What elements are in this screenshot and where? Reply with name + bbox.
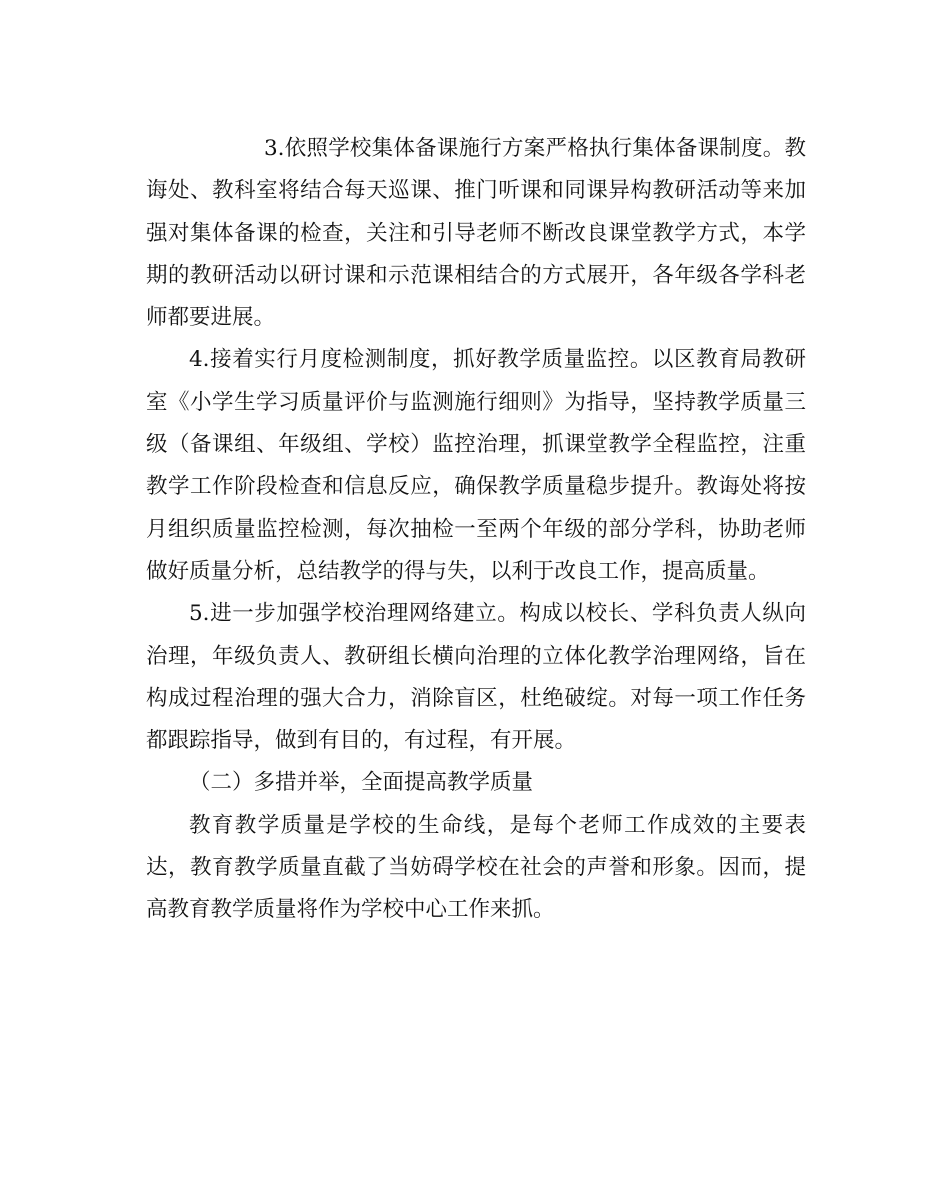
section-heading-quality: （二）多措并举，全面提高教学质量 <box>189 770 534 796</box>
paragraph-management-network: 5.进一步加强学校治理网络建立。构成以校长、学科负责人纵向治理，年级负责人、教研组长横向治理的立体化教学治理网络，旨在构成过程治理的强大合力，消除盲区，杜绝破绽。对每一项工作任务都跟踪指导，做到有目的，有过程，有开展。 <box>146 601 806 754</box>
paragraph-teaching-quality: 教育教学质量是学校的生命线，是每个老师工作成效的主要表达，教育教学质量直截了当妨碍学校在社会的声誉和形象。因而，提高教育教学质量将作为学校中心工作来抓。 <box>146 812 806 923</box>
paragraph-collective-lesson-prep: 3.依照学校集体备课施行方案严格执行集体备课制度。教诲处、教科室将结合每天巡课、推门听课和同课异构教研活动等来加强对集体备课的检查，关注和引导老师不断改良课堂教学方式，本学期的教研活动以研讨课和示范课相结合的方式展开，各年级各学科老师都要进展。 <box>146 136 806 331</box>
document-body <box>146 128 806 932</box>
paragraph-monthly-testing: 4.接着实行月度检测制度，抓好教学质量监控。以区教育局教研室《小学生学习质量评价与监测施行细则》为指导，坚持教学质量三级（备课组、年级组、学校）监控治理，抓课堂教学全程监控，注重教学工作阶段检查和信息反应，确保教学质量稳步提升。教诲处将按月组织质量监控检测，每次抽检一至两个年级的部分学科，协助老师做好质量分析，总结教学的得与失，以利于改良工作，提高质量。 <box>146 347 806 584</box>
